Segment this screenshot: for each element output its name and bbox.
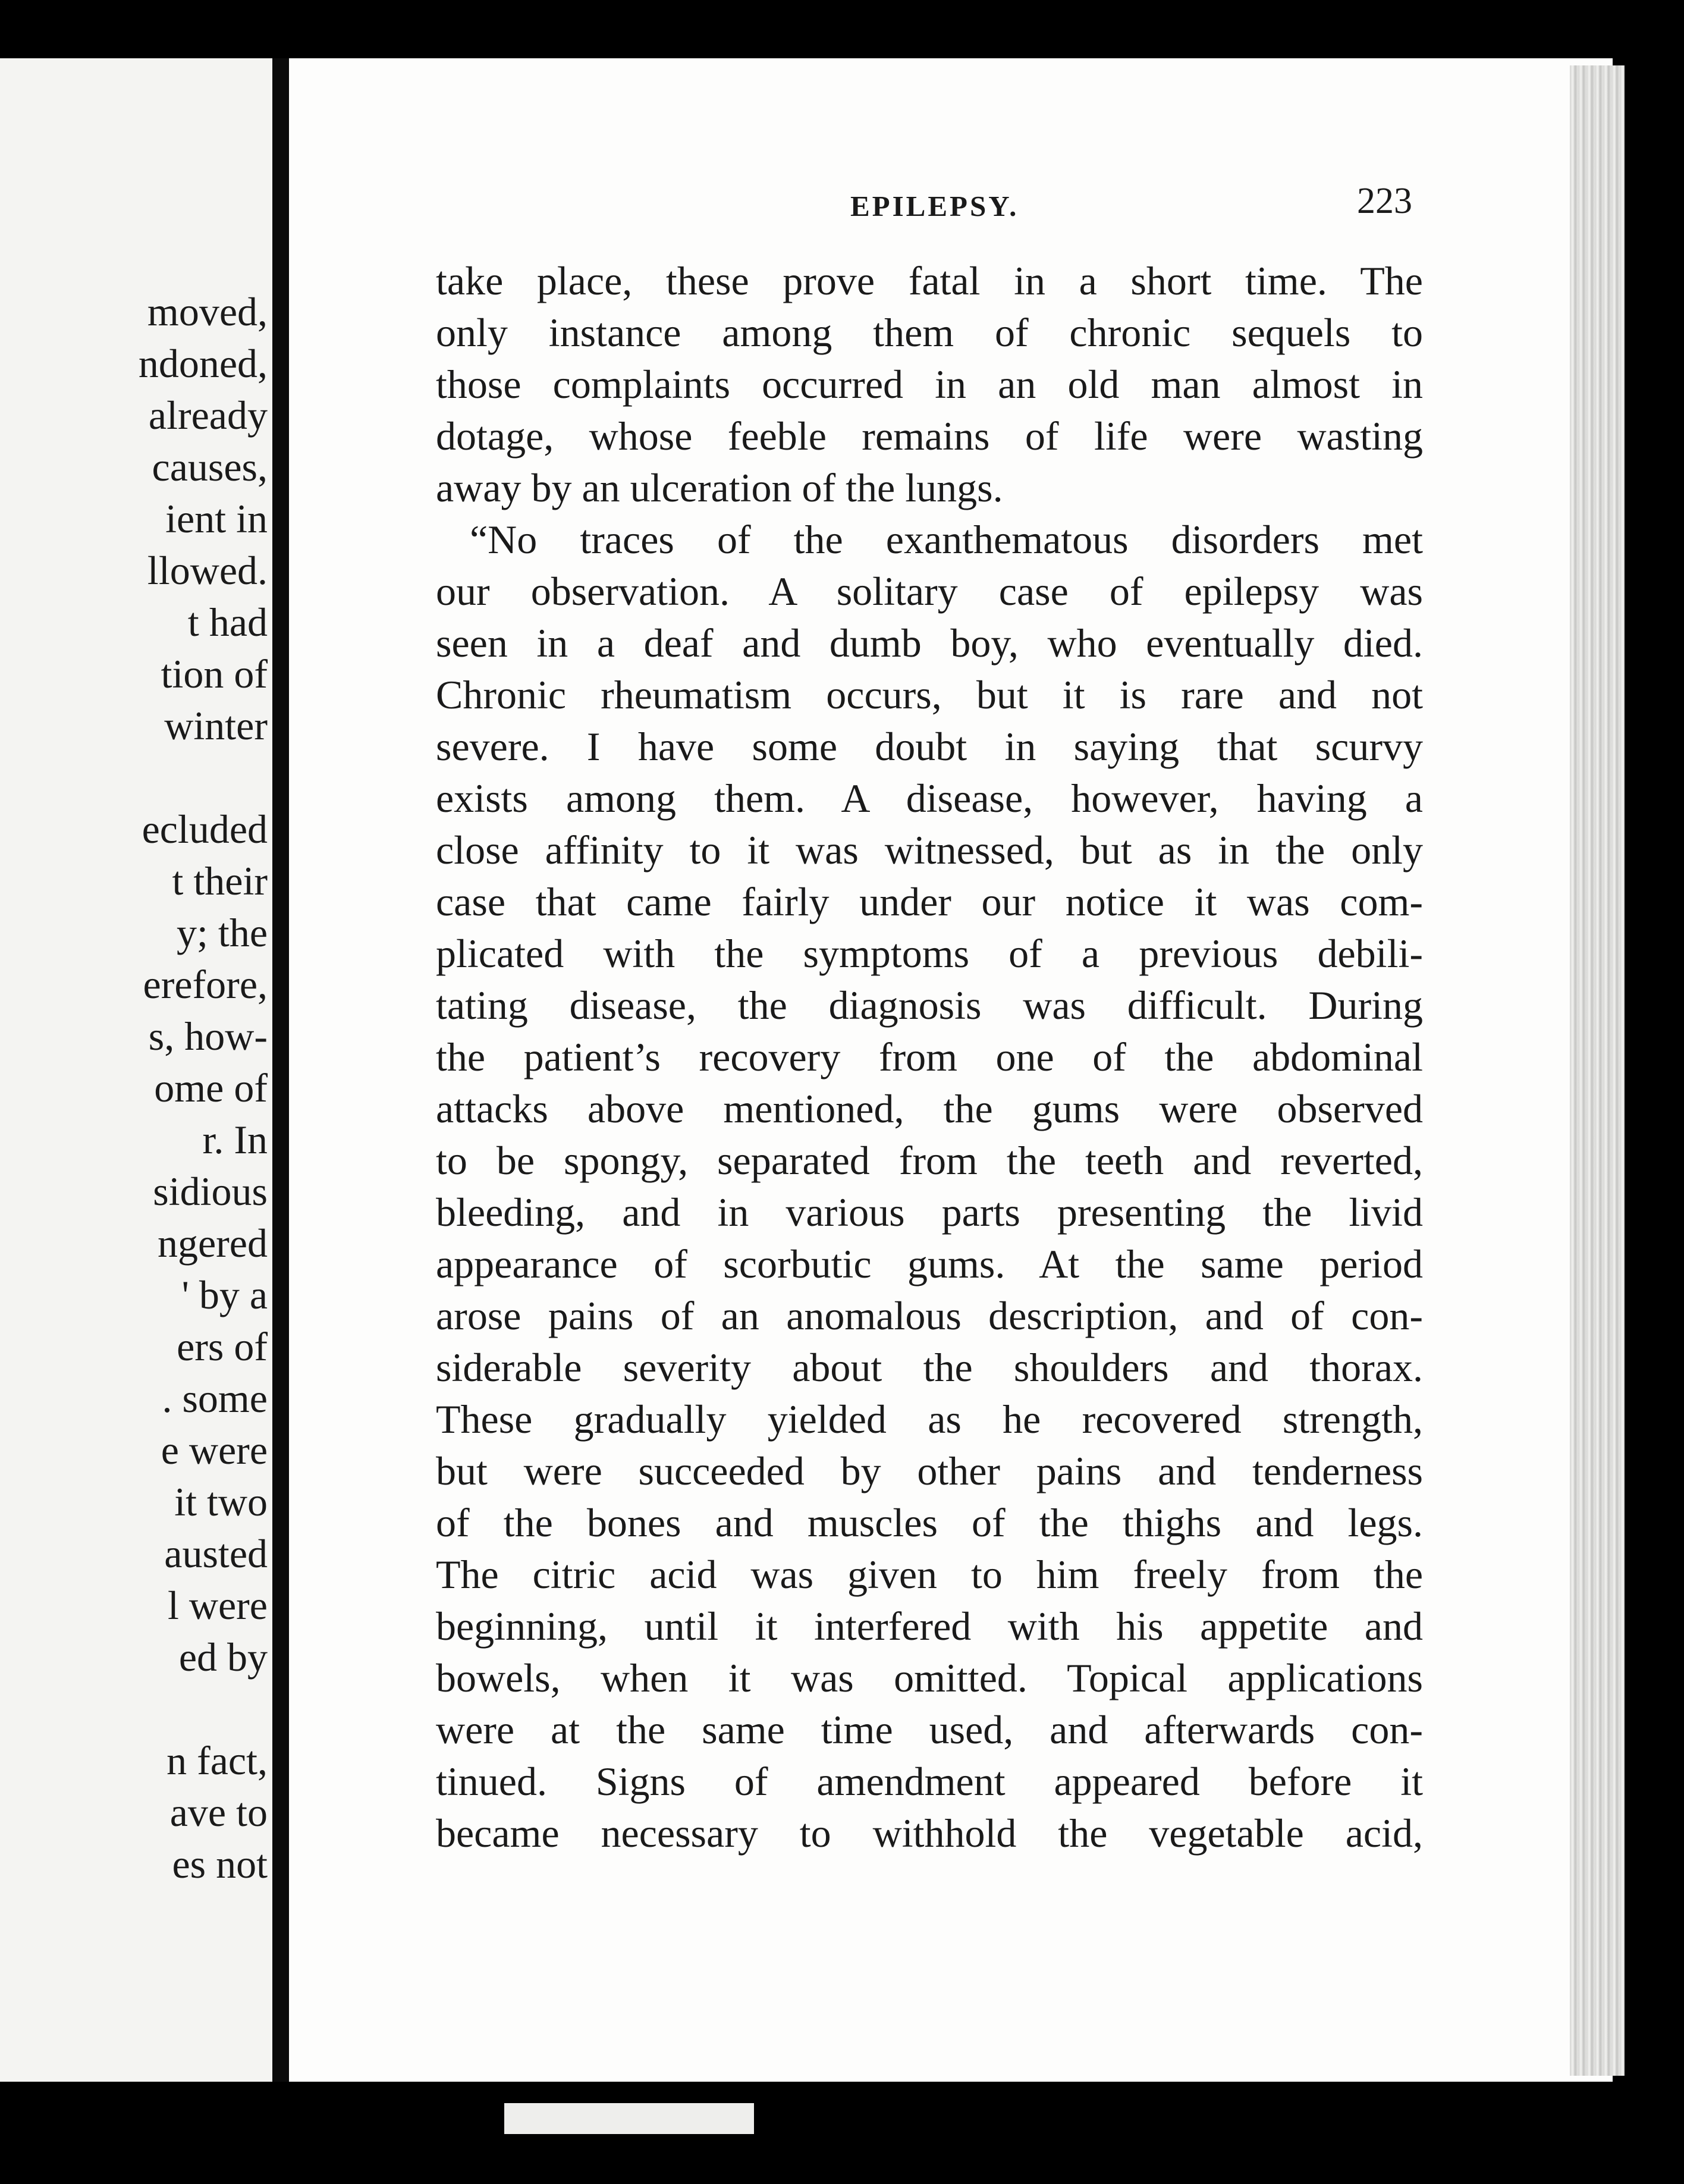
facing-line: llowed.: [147, 548, 268, 593]
body-line: close affinity to it was witnessed, but as in the only: [436, 827, 1423, 873]
body-line: appearance of scorbutic gums. At the same period: [436, 1241, 1423, 1286]
facing-line: e were: [161, 1427, 268, 1473]
facing-line: ' by a: [181, 1272, 268, 1317]
body-line: exists among them. A disease, however, having a: [436, 776, 1423, 821]
body-line: became necessary to withhold the vegetable acid,: [436, 1810, 1423, 1856]
facing-line: already: [148, 393, 268, 438]
facing-line: ers of: [177, 1324, 268, 1369]
facing-line: it two: [174, 1479, 268, 1524]
body-line: tinued. Signs of amendment appeared before it: [436, 1759, 1423, 1804]
body-line: to be spongy, separated from the teeth and reverted,: [436, 1138, 1423, 1183]
body-line: severe. I have some doubt in saying that scurvy: [436, 724, 1423, 769]
facing-line: ave to: [169, 1790, 268, 1835]
facing-line: t their: [172, 858, 268, 903]
facing-line: tion of: [161, 651, 268, 696]
running-title: EPILEPSY.: [850, 190, 1019, 222]
body-line: beginning, until it interfered with his appetite and: [436, 1604, 1423, 1649]
facing-page-fragment: [0, 58, 272, 2082]
body-line: siderable severity about the shoulders and thorax.: [436, 1345, 1423, 1390]
facing-line: ient in: [165, 496, 268, 541]
body-line: away by an ulceration of the lungs.: [436, 465, 1003, 510]
facing-line: . some: [162, 1376, 268, 1421]
facing-line: r. In: [202, 1117, 268, 1162]
body-line: The citric acid was given to him freely from the: [436, 1552, 1423, 1597]
facing-line: ome of: [154, 1065, 268, 1110]
facing-line: ed by: [178, 1634, 268, 1680]
facing-line: ecluded: [142, 807, 268, 852]
book-gutter: [272, 58, 289, 2082]
body-line: seen in a deaf and dumb boy, who eventually died.: [436, 620, 1423, 666]
body-line: only instance among them of chronic sequels to: [436, 310, 1423, 355]
facing-line: sidious: [153, 1169, 268, 1214]
body-line: dotage, whose feeble remains of life were wasting: [436, 413, 1423, 459]
facing-line: winter: [164, 703, 268, 748]
body-line: were at the same time used, and afterwards con-: [436, 1707, 1423, 1752]
facing-line: austed: [164, 1531, 268, 1576]
body-line: the patient’s recovery from one of the abdominal: [436, 1034, 1423, 1080]
facing-line: causes,: [152, 444, 268, 489]
facing-line: erefore,: [143, 962, 268, 1007]
body-line: Chronic rheumatism occurs, but it is rare and not: [436, 672, 1423, 717]
body-line: our observation. A solitary case of epilepsy was: [436, 569, 1423, 614]
facing-line: ngered: [157, 1220, 268, 1266]
body-line: arose pains of an anomalous description, and of con-: [436, 1293, 1423, 1338]
facing-line: es not: [172, 1841, 268, 1887]
body-line: plicated with the symptoms of a previous debili-: [436, 931, 1423, 976]
body-line: These gradually yielded as he recovered strength,: [436, 1397, 1423, 1442]
facing-line: t had: [187, 600, 268, 645]
body-line: attacks above mentioned, the gums were observed: [436, 1086, 1423, 1131]
page-number: 223: [1357, 181, 1412, 221]
facing-line: l were: [167, 1583, 268, 1628]
body-line: take place, these prove fatal in a short time. The: [436, 258, 1423, 303]
facing-line: ndoned,: [138, 341, 268, 386]
body-line: those complaints occurred in an old man almost in: [436, 362, 1423, 407]
facing-line: moved,: [147, 289, 268, 334]
body-line: but were succeeded by other pains and tenderness: [436, 1448, 1423, 1493]
scan-edge-tab: [504, 2103, 754, 2134]
body-line: case that came fairly under our notice it was com-: [436, 879, 1423, 924]
facing-line: n fact,: [166, 1738, 268, 1783]
body-line: of the bones and muscles of the thighs and legs.: [436, 1500, 1423, 1545]
facing-line: s, how-: [148, 1013, 268, 1059]
body-line: bowels, when it was omitted. Topical applications: [436, 1655, 1423, 1700]
body-line: bleeding, and in various parts presenting the livid: [436, 1190, 1423, 1235]
body-line: tating disease, the diagnosis was difficult. During: [436, 983, 1423, 1028]
paragraph-start: “No traces of the exanthematous disorders met: [470, 517, 1423, 562]
facing-line: y; the: [177, 910, 268, 955]
page-edges: [1570, 65, 1625, 2076]
